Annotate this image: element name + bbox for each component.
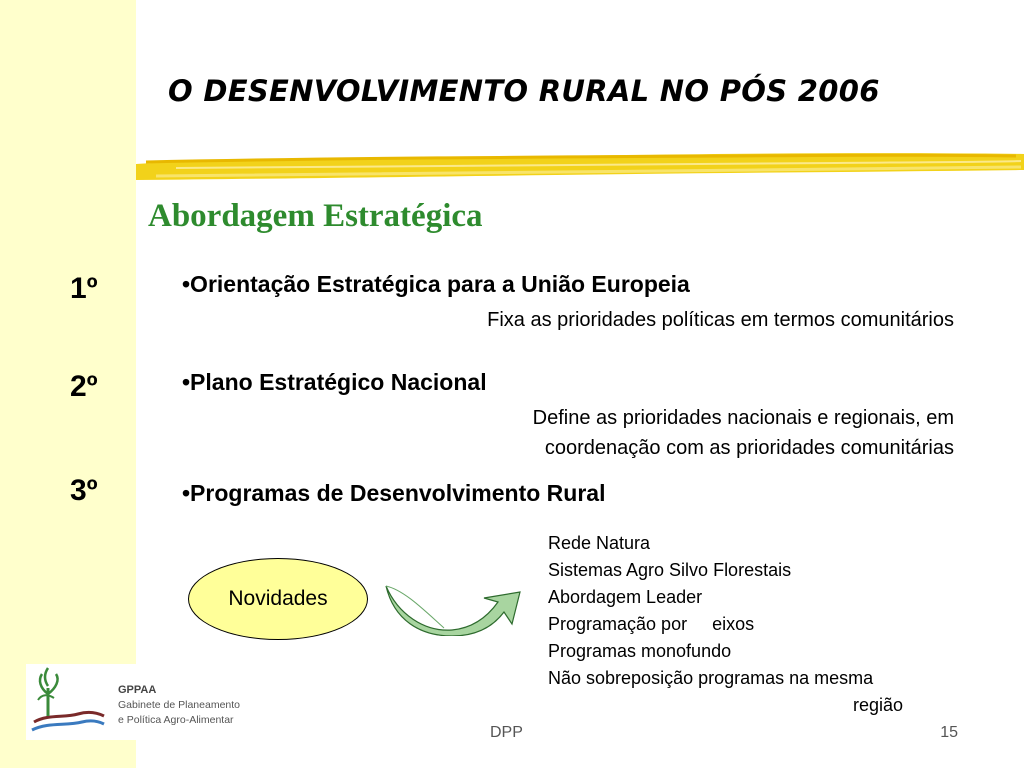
novelties-label: Novidades bbox=[228, 587, 328, 610]
novelties-list bbox=[548, 530, 968, 719]
step-number-2: 2º bbox=[70, 370, 98, 403]
section-subtitle: Abordagem Estratégica bbox=[148, 198, 483, 234]
logo-line-2: e Política Agro-Alimentar bbox=[118, 714, 234, 726]
brush-stroke-divider bbox=[136, 146, 1024, 188]
novelty-item: Programação por eixos bbox=[548, 614, 755, 634]
novelty-item: região bbox=[853, 695, 904, 715]
logo-line-1: Gabinete de Planeamento bbox=[118, 699, 241, 711]
step-title-3: •Programas de Desenvolvimento Rural bbox=[182, 480, 606, 506]
left-strip bbox=[0, 0, 136, 768]
step-desc-2-line-2: coordenação com as prioridades comunitárias bbox=[544, 437, 954, 459]
footer-label: DPP bbox=[490, 724, 523, 741]
novelty-item: Programas monofundo bbox=[548, 641, 732, 661]
novelties-ellipse bbox=[188, 558, 368, 640]
step-title-2: •Plano Estratégico Nacional bbox=[182, 369, 487, 395]
step-title-1: •Orientação Estratégica para a União Europeia bbox=[182, 271, 690, 297]
novelty-item: Abordagem Leader bbox=[548, 587, 703, 607]
step-desc-1 bbox=[487, 305, 954, 335]
step-desc-2 bbox=[533, 403, 954, 463]
step-number-3: 3º bbox=[70, 474, 98, 507]
curved-arrow-icon bbox=[384, 580, 524, 636]
gppaa-logo-text bbox=[118, 684, 240, 728]
step-desc-1-line-1: Fixa as prioridades políticas em termos comunitários bbox=[487, 309, 954, 331]
novelty-item: Sistemas Agro Silvo Florestais bbox=[548, 560, 792, 580]
page-number: 15 bbox=[940, 724, 958, 741]
slide-title: O DESENVOLVIMENTO RURAL NO PÓS 2006 bbox=[168, 74, 880, 108]
step-number-1: 1º bbox=[70, 272, 98, 305]
step-desc-2-line-1: Define as prioridades nacionais e regionais, em bbox=[532, 407, 954, 429]
novelty-item: Não sobreposição programas na mesma bbox=[548, 668, 874, 688]
novelty-item: Rede Natura bbox=[548, 533, 651, 553]
gppaa-logo-icon bbox=[26, 664, 106, 740]
logo-abbr: GPPAA bbox=[118, 684, 157, 696]
